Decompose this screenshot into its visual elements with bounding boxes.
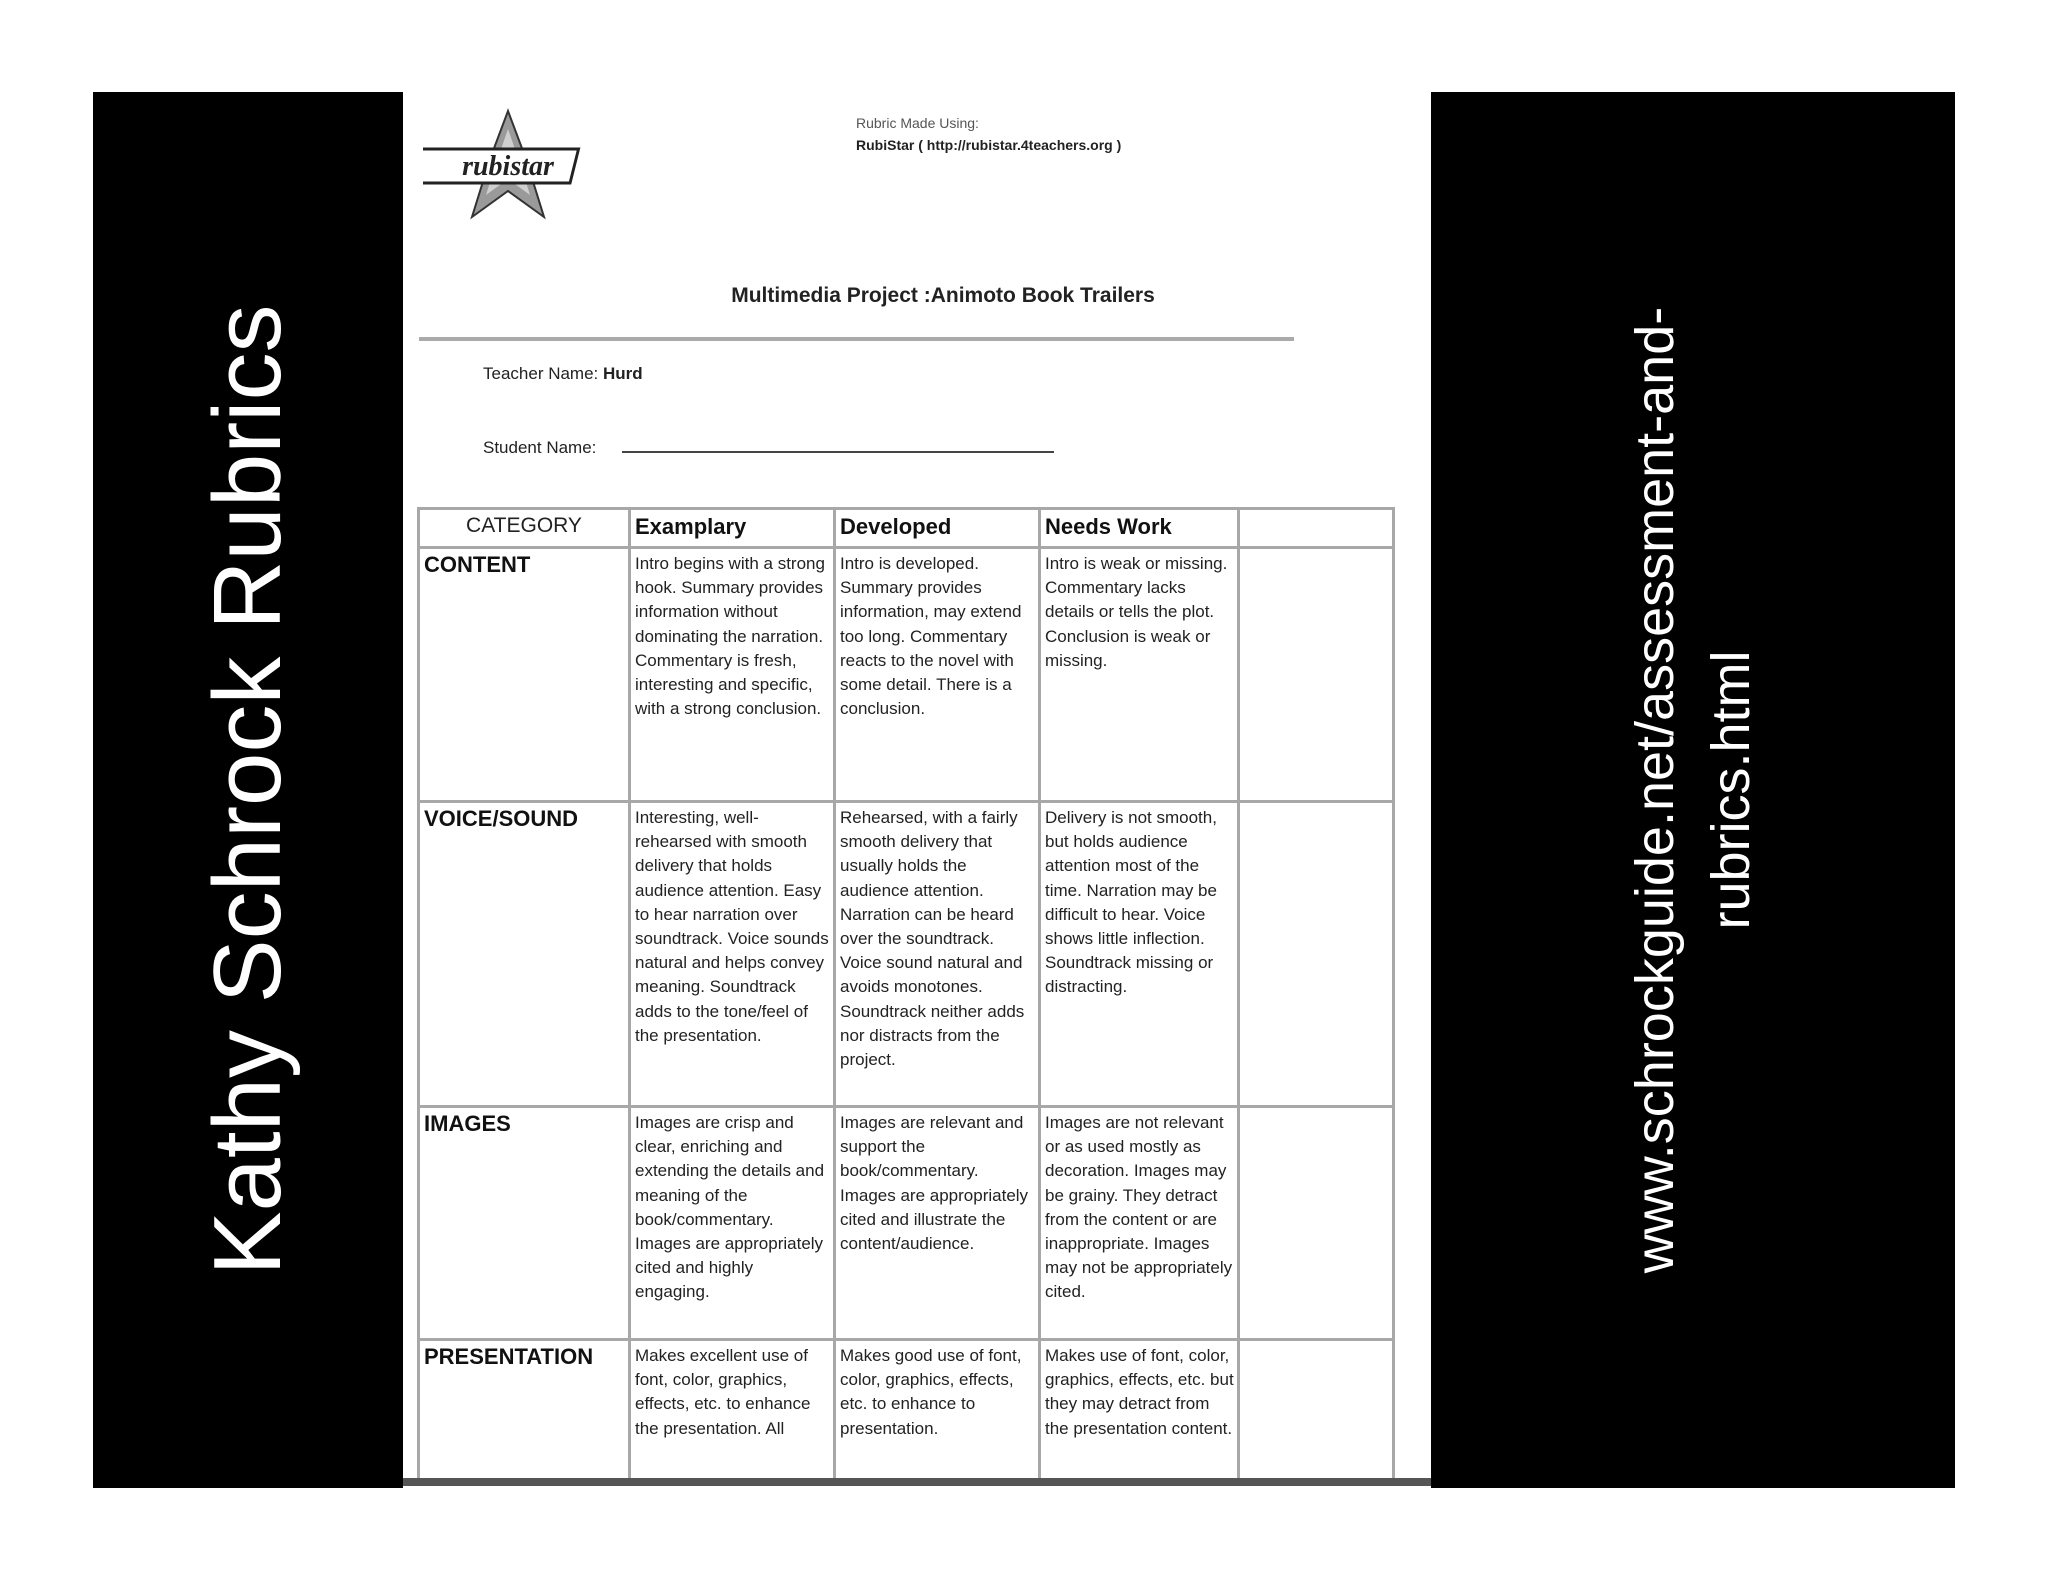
rubric-cell-empty	[1239, 548, 1394, 802]
rubric-cell-empty	[1239, 1340, 1394, 1481]
rubric-table	[417, 507, 1395, 1480]
rubistar-logo	[423, 107, 593, 227]
category-cell: VOICE/SOUND	[419, 802, 630, 1107]
made-using-label: Rubric Made Using:	[856, 115, 979, 131]
title-divider	[419, 337, 1294, 341]
rubric-cell: Intro begins with a strong hook. Summary provides information without dominating the narration. Commentary is fresh, interesting and specific, with a strong conclusion.	[630, 548, 835, 802]
left-title-panel	[93, 92, 403, 1488]
rubric-cell: Makes use of font, color, graphics, effects, etc. but they may detract from the presentation content.	[1040, 1340, 1239, 1481]
logo-text: rubistar	[462, 151, 554, 182]
header-category: CATEGORY	[419, 509, 630, 548]
table-row	[419, 548, 1394, 802]
header-developed: Developed	[835, 509, 1040, 548]
rubric-cell: Images are not relevant or as used mostly as decoration. Images may be grainy. They detract from the content or are inappropriate. Images may not be appropriately cited.	[1040, 1107, 1239, 1340]
category-cell: CONTENT	[419, 548, 630, 802]
slide-title: Kathy Schrock Rubrics	[194, 304, 301, 1276]
teacher-label: Teacher Name:	[483, 364, 599, 383]
rubric-cell: Intro is developed. Summary provides information, may extend too long. Commentary reacts to the novel with some detail. There is a conclusion.	[835, 548, 1040, 802]
student-name-blank	[622, 437, 1054, 453]
made-using-note	[856, 112, 1121, 156]
table-row	[419, 1340, 1394, 1481]
table-row	[419, 802, 1394, 1107]
right-url-panel	[1431, 92, 1955, 1488]
rubric-cell: Delivery is not smooth, but holds audience attention most of the time. Narration may be difficult to hear. Voice shows little inflection. Soundtrack missing or distracting.	[1040, 802, 1239, 1107]
rubric-cell: Intro is weak or missing. Commentary lacks details or tells the plot. Conclusion is weak or missing.	[1040, 548, 1239, 802]
document-title: Multimedia Project :Animoto Book Trailers	[731, 284, 1155, 307]
teacher-name: Hurd	[603, 364, 643, 383]
header-needs-work: Needs Work	[1040, 509, 1239, 548]
made-using-site: RubiStar ( http://rubistar.4teachers.org )	[856, 137, 1122, 153]
student-name-line	[483, 437, 1054, 458]
rubric-cell-empty	[1239, 1107, 1394, 1340]
rubric-cell: Images are relevant and support the book/commentary. Images are appropriately cited and illustrate the content/audience.	[835, 1107, 1040, 1340]
teacher-name-line	[483, 364, 643, 384]
header-empty	[1239, 509, 1394, 548]
category-cell: IMAGES	[419, 1107, 630, 1340]
rubric-document	[403, 92, 1431, 1480]
table-header-row	[419, 509, 1394, 548]
rubric-cell-empty	[1239, 802, 1394, 1107]
student-label: Student Name:	[483, 438, 597, 457]
category-cell: PRESENTATION	[419, 1340, 630, 1481]
rubric-cell: Rehearsed, with a fairly smooth delivery that usually holds the audience attention. Narration can be heard over the soundtrack. Voice sound natural and avoids monotones. Soundtrack neither adds nor distracts from the project.	[835, 802, 1040, 1107]
rubric-cell: Makes good use of font, color, graphics, effects, etc. to enhance to presentation.	[835, 1340, 1040, 1481]
source-url: www.schrockguide.net/assessment-and-rubrics.html	[1625, 306, 1761, 1274]
rubric-cell: Interesting, well-rehearsed with smooth delivery that holds audience attention. Easy to hear narration over soundtrack. Voice sounds natural and helps convey meaning. Soundtrack adds to the tone/feel of the presentation.	[630, 802, 835, 1107]
header-examplary: Examplary	[630, 509, 835, 548]
document-cutoff-edge	[403, 1478, 1431, 1486]
rubric-cell: Makes excellent use of font, color, graphics, effects, etc. to enhance the presentation. All	[630, 1340, 835, 1481]
rubric-cell: Images are crisp and clear, enriching and extending the details and meaning of the book/commentary. Images are appropriately cited and highly engaging.	[630, 1107, 835, 1340]
table-row	[419, 1107, 1394, 1340]
